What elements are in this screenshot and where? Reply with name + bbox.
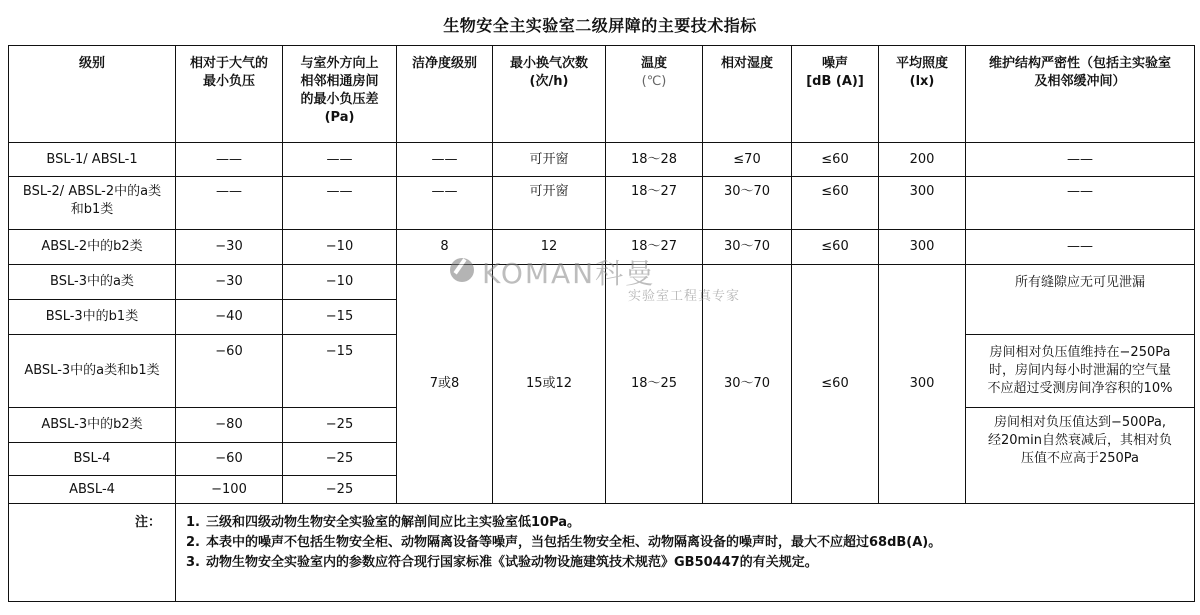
cell-hum: 30～70 [703, 230, 792, 265]
table-row [9, 177, 1195, 230]
header-tightness: 维护结构严密性（包括主实验室 及相邻缓冲间） [966, 46, 1195, 143]
cell-tight-b2-4: 房间相对负压值达到−500Pa, 经20min自然衰减后，其相对负 压值不应高于250Pa [966, 408, 1195, 504]
cell-temp: 18～27 [606, 177, 703, 230]
cell-diff: −10 [283, 265, 397, 300]
header-level: 级别 [9, 46, 176, 143]
cell-level: ABSL-3中的a类和b1类 [9, 335, 176, 408]
cell-neg: −30 [176, 230, 283, 265]
header-air-changes: 最小换气次数 (次/h) [493, 46, 606, 143]
cell-neg: −100 [176, 476, 283, 504]
table-row [9, 143, 1195, 177]
cell-diff: −25 [283, 443, 397, 476]
notes-row [9, 504, 1195, 602]
header-min-negative-pressure: 相对于大气的 最小负压 [176, 46, 283, 143]
cell-neg: −60 [176, 443, 283, 476]
cell-illum: 200 [879, 143, 966, 177]
cell-clean: 8 [397, 230, 493, 265]
cell-air: 可开窗 [493, 177, 606, 230]
cell-noise: ≤60 [792, 177, 879, 230]
cell-clean: —— [397, 177, 493, 230]
cell-noise-merged: ≤60 [792, 265, 879, 504]
cell-air-merged: 15或12 [493, 265, 606, 504]
cell-illum: 300 [879, 230, 966, 265]
cell-temp: 18～27 [606, 230, 703, 265]
note-item: 1. 三级和四级动物生物安全实验室的解剖间应比主实验室低10Pa。 [186, 515, 581, 530]
cell-neg: −60 [176, 335, 283, 408]
cell-temp-merged: 18～25 [606, 265, 703, 504]
notes-label: 注： [9, 504, 176, 602]
header-temperature: 温度 (℃) [606, 46, 703, 143]
cell-illum-merged: 300 [879, 265, 966, 504]
cell-level: BSL-3中的b1类 [9, 300, 176, 335]
cell-diff: −25 [283, 476, 397, 504]
cell-neg: −30 [176, 265, 283, 300]
cell-hum: 30～70 [703, 177, 792, 230]
cell-tight-bsl3: 所有缝隙应无可见泄漏 [966, 265, 1195, 335]
cell-diff: −25 [283, 408, 397, 443]
cell-level: ABSL-2中的b2类 [9, 230, 176, 265]
cell-neg: —— [176, 143, 283, 177]
notes-list [176, 504, 1195, 602]
cell-diff: —— [283, 143, 397, 177]
cell-tight: —— [966, 143, 1195, 177]
cell-noise: ≤60 [792, 143, 879, 177]
header-cleanliness: 洁净度级别 [397, 46, 493, 143]
table-row [9, 230, 1195, 265]
cell-tight: —— [966, 177, 1195, 230]
cell-tight: —— [966, 230, 1195, 265]
cell-level: BSL-2/ ABSL-2中的a类 和b1类 [9, 177, 176, 230]
cell-air: 12 [493, 230, 606, 265]
cell-diff: −15 [283, 335, 397, 408]
cell-clean-merged: 7或8 [397, 265, 493, 504]
cell-hum-merged: 30～70 [703, 265, 792, 504]
cell-level: ABSL-4 [9, 476, 176, 504]
page-title: 生物安全主实验室二级屏障的主要技术指标 [443, 16, 757, 35]
header-row [9, 46, 1195, 143]
table-row [9, 265, 1195, 300]
header-humidity: 相对湿度 [703, 46, 792, 143]
header-noise: 噪声 [dB (A)] [792, 46, 879, 143]
cell-hum: ≤70 [703, 143, 792, 177]
cell-air: 可开窗 [493, 143, 606, 177]
cell-level: ABSL-3中的b2类 [9, 408, 176, 443]
cell-noise: ≤60 [792, 230, 879, 265]
cell-level: BSL-3中的a类 [9, 265, 176, 300]
cell-tight-absl3: 房间相对负压值维持在−250Pa 时，房间内每小时泄漏的空气量 不应超过受测房间净容积的10% [966, 335, 1195, 408]
cell-level: BSL-1/ ABSL-1 [9, 143, 176, 177]
note-item: 2. 本表中的噪声不包括生物安全柜、动物隔离设备等噪声，当包括生物安全柜、动物隔离设备的噪声时，最大不应超过68dB(A)。 [186, 535, 942, 550]
watermark-brand: KOMAN科曼 [482, 257, 656, 290]
tech-spec-table [8, 45, 1195, 602]
header-illuminance: 平均照度 (lx) [879, 46, 966, 143]
cell-level: BSL-4 [9, 443, 176, 476]
cell-illum: 300 [879, 177, 966, 230]
watermark-tagline: 实验室工程真专家 [628, 289, 741, 304]
cell-neg: —— [176, 177, 283, 230]
note-item: 3. 动物生物安全实验室内的参数应符合现行国家标准《试验动物设施建筑技术规范》GB50447的有关规定。 [186, 555, 818, 570]
cell-clean: —— [397, 143, 493, 177]
cell-neg: −80 [176, 408, 283, 443]
cell-diff: —— [283, 177, 397, 230]
cell-neg: −40 [176, 300, 283, 335]
header-adjacent-pressure-diff: 与室外方向上 相邻相通房间 的最小负压差 (Pa) [283, 46, 397, 143]
cell-diff: −15 [283, 300, 397, 335]
cell-diff: −10 [283, 230, 397, 265]
cell-temp: 18～28 [606, 143, 703, 177]
